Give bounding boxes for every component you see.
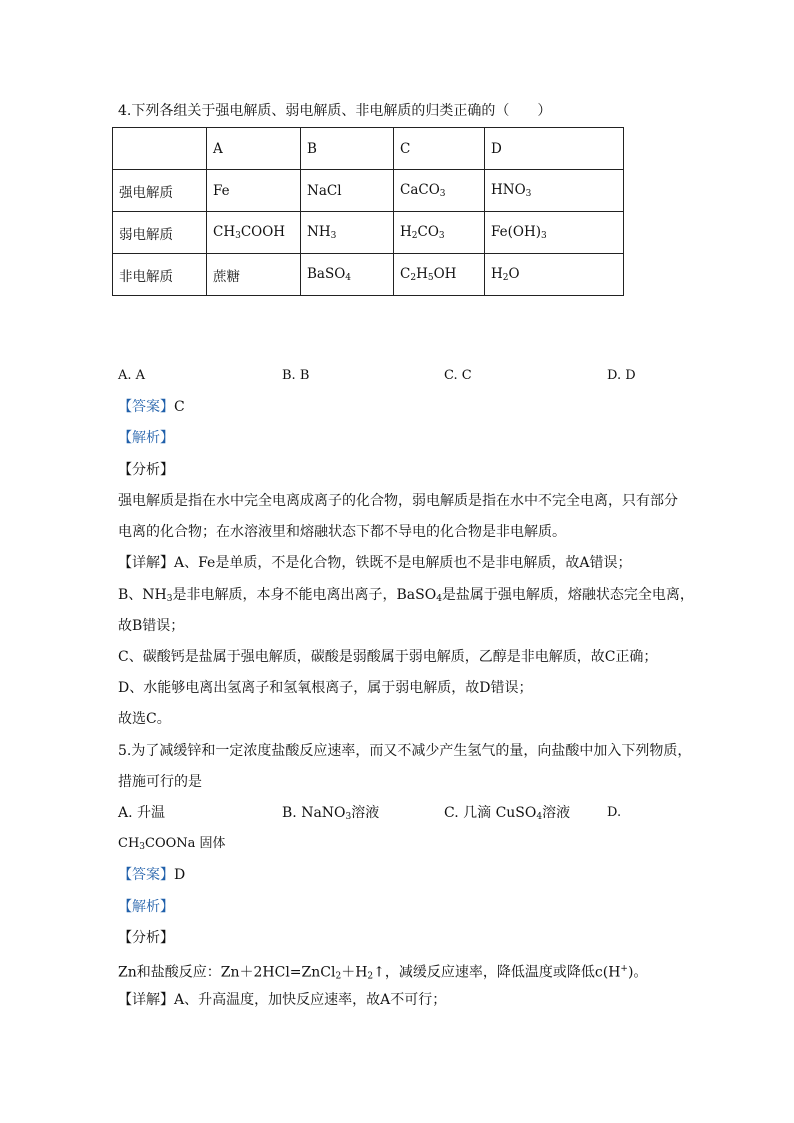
answer-value: D (174, 867, 186, 883)
q5-option-b: B. NaNO$_3$溶液 (282, 805, 380, 822)
q4-option-c: C. C (444, 368, 472, 383)
q4-option-b: B. B (282, 368, 310, 383)
q4-option-a: A. A (118, 368, 146, 383)
q5-detail-a (118, 990, 446, 1010)
table-header-cell: A (207, 128, 301, 170)
table-header-cell (113, 128, 207, 170)
q5-option-c: C. 几滴 CuSO$_4$溶液 (444, 805, 571, 822)
table-header-cell: C (394, 128, 485, 170)
table-cell: $Fe(OH)_3$ (485, 212, 624, 254)
answer-tag: 【答案】 (118, 867, 174, 883)
q4-fenxi-line2: 电离的化合物；在水溶液里和熔融状态下都不导电的化合物是非电解质。 (118, 524, 566, 540)
table-cell: $H_2O$ (485, 254, 624, 296)
answer-tag: 【答案】 (118, 399, 174, 415)
answer-value: C (174, 399, 185, 415)
table-header-cell: D (485, 128, 624, 170)
q4-detail-b2: 故B错误； (118, 618, 185, 634)
row-label: 弱电解质 (113, 212, 207, 254)
q5-stem-line1: 5.为了减缓锌和一定浓度盐酸反应速率，而又不减少产生氢气的量，向盐酸中加入下列物质， (118, 743, 692, 759)
table-cell: $NH_3$ (301, 212, 394, 254)
q4-detail-c: C、碳酸钙是盐属于强电解质，碳酸是弱酸属于弱电解质，乙醇是非电解质，故C正确； (118, 649, 658, 665)
table-cell: NaCl (301, 170, 394, 212)
q5-stem-line2: 措施可行的是 (118, 774, 202, 790)
detail-text: A、Fe是单质，不是化合物，铁既不是电解质也不是非电解质，故A错误； (174, 555, 632, 571)
detail-text: A、升高温度，加快反应速率，故A不可行； (174, 992, 447, 1008)
q4-detail-d: D、水能够电离出氢离子和氢氧根离子，属于弱电解质，故D错误； (118, 680, 533, 696)
q4-stem: 4.下列各组关于强电解质、弱电解质、非电解质的归类正确的（ ） (118, 103, 552, 119)
q4-answer-line (118, 397, 185, 417)
table-cell: $CH_3COOH$ (207, 212, 301, 254)
q5-option-d: D. (607, 805, 622, 820)
table-cell: $C_2H_5OH$ (394, 254, 485, 296)
q4-conclusion: 故选C。 (118, 711, 171, 727)
table-cell: $H_2CO_3$ (394, 212, 485, 254)
q5-fenxi-line: Zn和盐酸反应：$Zn+2HCl=ZnCl_2+H_2↑$，减缓反应速率，降低温度或降低c(H+)。 (118, 964, 648, 982)
q5-answer-line (118, 865, 185, 885)
row-label: 强电解质 (113, 170, 207, 212)
table-header-cell: B (301, 128, 394, 170)
q4-analysis-tag: 【解析】 (118, 430, 174, 446)
table-cell: Fe (207, 170, 301, 212)
table-cell: CaCO$_3$ (394, 170, 485, 212)
q4-fenxi-line1: 强电解质是指在水中完全电离成离子的化合物，弱电解质是指在水中不完全电离，只有部分 (118, 493, 678, 509)
detail-tag: 【详解】 (118, 992, 174, 1008)
q4-option-d: D. D (607, 368, 636, 383)
detail-tag: 【详解】 (118, 555, 174, 571)
table-row (113, 254, 624, 296)
electrolyte-table (112, 127, 624, 296)
table-cell: $HNO_3$ (485, 170, 624, 212)
q4-detail-b1: B、$NH_3$是非电解质，本身不能电离出离子，BaSO$_4$是盐属于强电解质，熔融状态完全电离， (118, 587, 694, 604)
table-row (113, 170, 624, 212)
q4-detail-a (118, 553, 631, 573)
q5-fenxi-tag: 【分析】 (118, 930, 174, 946)
table-header-row (113, 128, 624, 170)
table-cell: 蔗糖 (207, 254, 301, 296)
q5-option-a: A. 升温 (118, 805, 166, 821)
q5-option-d-cont: $CH_3COONa$ 固体 (118, 836, 226, 852)
table-cell: BaSO$_4$ (301, 254, 394, 296)
row-label: 非电解质 (113, 254, 207, 296)
table-row (113, 212, 624, 254)
q4-fenxi-tag: 【分析】 (118, 462, 174, 478)
q5-analysis-tag: 【解析】 (118, 899, 174, 915)
